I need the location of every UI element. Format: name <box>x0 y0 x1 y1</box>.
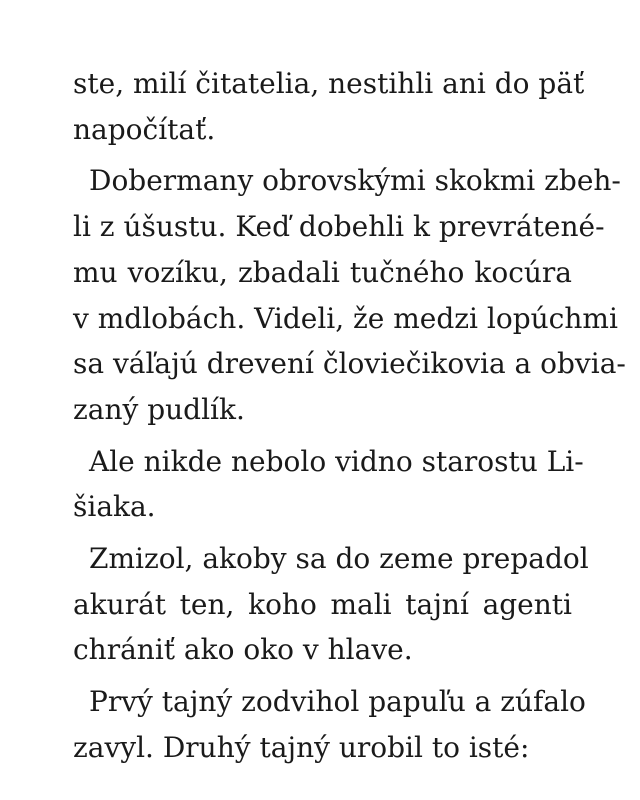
text-line: zavyl. Druhý tajný urobil to isté: <box>73 730 530 764</box>
text-line: chrániť ako oko v hlave. <box>73 633 413 667</box>
text-line: šiaka. <box>73 490 156 524</box>
text-line: akurát ten, koho mali tajní agenti <box>73 587 572 621</box>
paragraph-3 <box>73 439 584 530</box>
paragraph-1 <box>73 61 585 152</box>
text-line: zaný pudlík. <box>73 392 245 426</box>
text-line: sa váľajú drevení človiečikovia a obvia- <box>73 347 626 381</box>
text-line: Dobermany obrovskými skokmi zbeh- <box>89 164 621 198</box>
paragraph-5 <box>73 679 586 770</box>
text-line: li z úšustu. Keď dobehli k prevrátené- <box>73 210 605 244</box>
text-line: mu vozíku, zbadali tučného kocúra <box>73 255 572 289</box>
text-line: Zmizol, akoby sa do zeme prepadol <box>89 542 589 576</box>
paragraph-2 <box>73 158 626 432</box>
text-line: Ale nikde nebolo vidno starostu Li- <box>89 444 584 478</box>
text-line: Prvý tajný zodvihol papuľu a zúfalo <box>89 685 586 719</box>
text-line: v mdlobách. Videli, že medzi lopúchmi <box>73 301 618 335</box>
text-line: napočítať. <box>73 112 216 146</box>
paragraph-4 <box>73 536 589 673</box>
text-line: ste, milí čitatelia, nestihli ani do päť <box>73 67 585 100</box>
